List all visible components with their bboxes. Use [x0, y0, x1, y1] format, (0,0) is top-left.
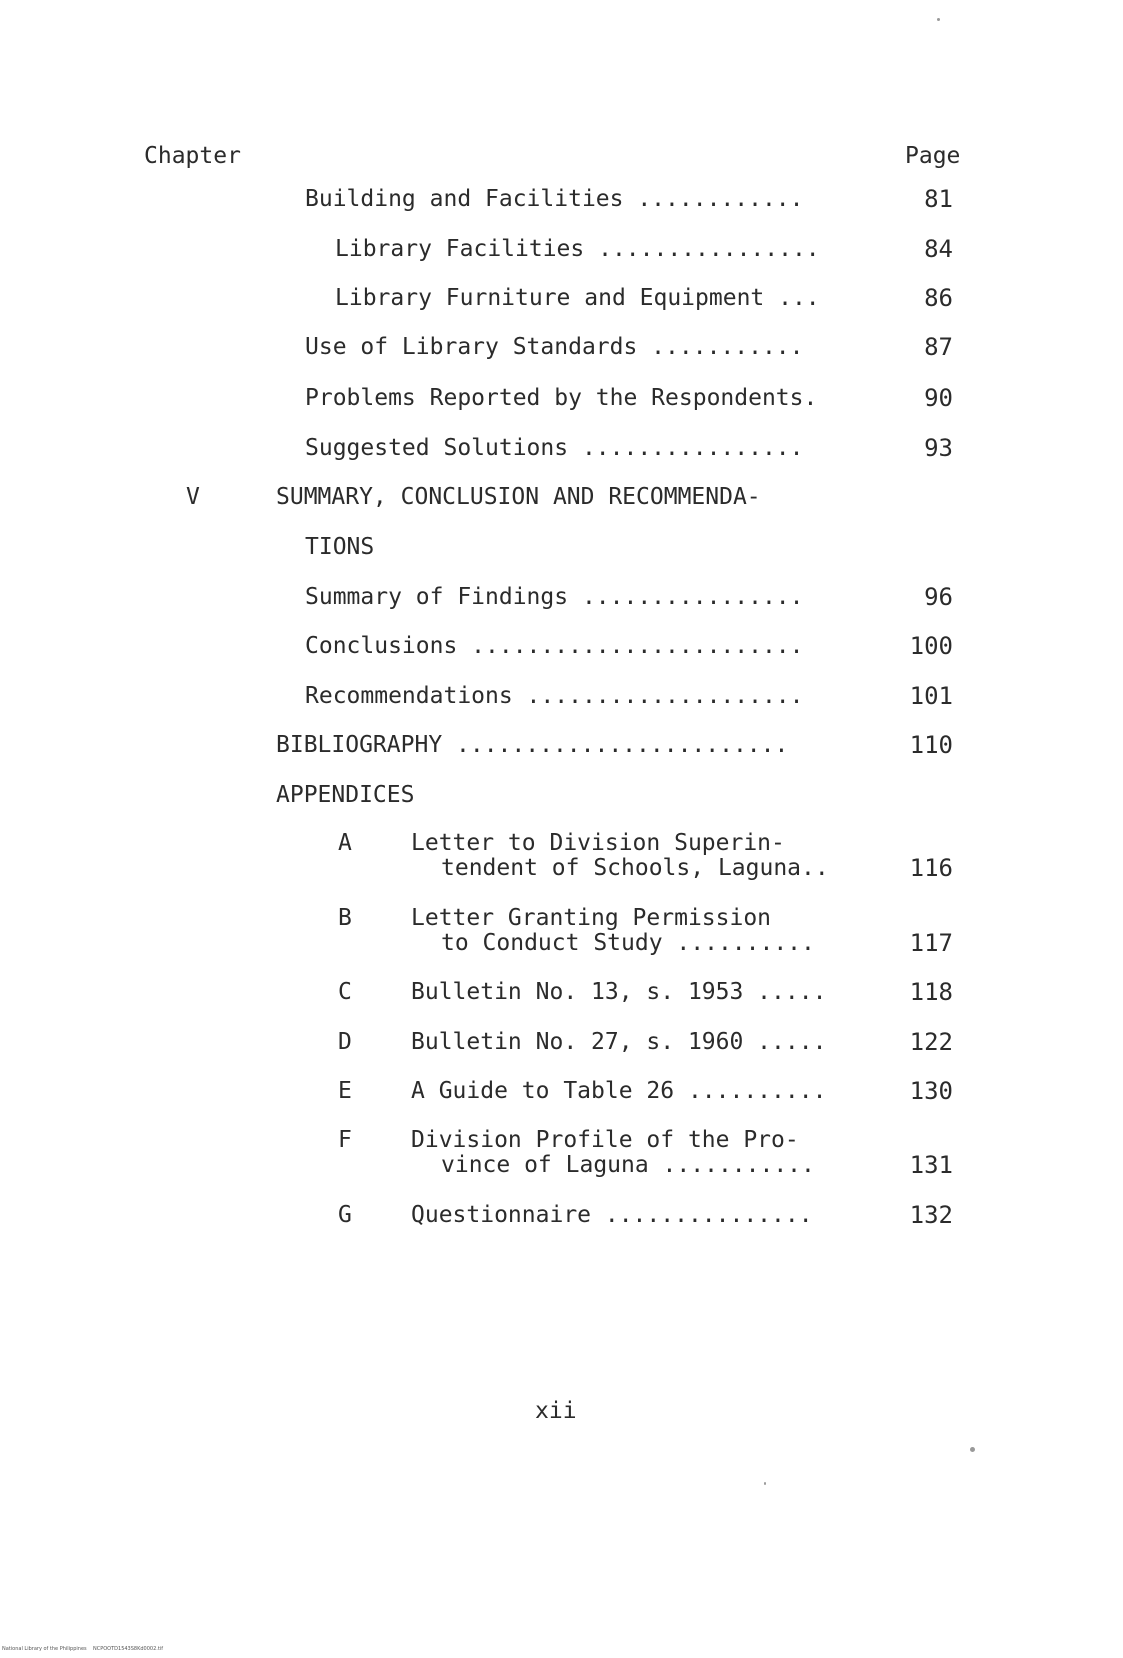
toc-entry-page: 81 — [924, 185, 953, 213]
appendix-title: Bulletin No. 13, s. 1953 ..... — [411, 979, 827, 1005]
appendix-page: 116 — [909, 854, 953, 882]
page-column-heading: Page — [905, 143, 961, 169]
appendix-letter: E — [338, 1078, 352, 1104]
toc-entry-page: 86 — [924, 284, 953, 312]
appendix-title: Bulletin No. 27, s. 1960 ..... — [411, 1029, 827, 1055]
appendix-letter: D — [338, 1029, 352, 1055]
appendix-letter: C — [338, 979, 352, 1005]
appendix-title: A Guide to Table 26 .......... — [411, 1078, 827, 1104]
toc-entry-page: 93 — [924, 434, 953, 462]
toc-entry-text: Use of Library Standards ........... — [305, 334, 804, 360]
toc-entry-text: Recommendations .................... — [305, 683, 804, 709]
toc-entry-text: Problems Reported by the Respondents. — [305, 385, 818, 411]
appendix-title-continuation: to Conduct Study .......... — [441, 930, 815, 956]
scan-speck — [970, 1447, 975, 1452]
scan-speck — [764, 1482, 766, 1485]
toc-entry-page: 101 — [909, 682, 953, 710]
appendices-heading: APPENDICES — [276, 782, 415, 808]
appendix-letter: A — [338, 830, 352, 856]
appendix-letter: F — [338, 1127, 352, 1153]
bibliography-page: 110 — [909, 731, 953, 759]
toc-entry-text: Suggested Solutions ................ — [305, 435, 804, 461]
toc-entry-text: Summary of Findings ................ — [305, 584, 804, 610]
toc-entry-text: Building and Facilities ............ — [305, 186, 804, 212]
chapter-title-continuation: TIONS — [305, 534, 375, 560]
appendix-letter: G — [338, 1202, 352, 1228]
chapter-numeral: V — [186, 484, 200, 510]
appendix-title: Questionnaire ............... — [411, 1202, 813, 1228]
appendix-page: 117 — [909, 929, 953, 957]
toc-entry-page: 87 — [924, 333, 953, 361]
chapter-title: SUMMARY, CONCLUSION AND RECOMMENDA- — [276, 484, 761, 510]
toc-entry-page: 90 — [924, 384, 953, 412]
appendix-page: 131 — [909, 1151, 953, 1179]
appendix-title: Division Profile of the Pro- — [411, 1127, 799, 1153]
appendix-title-continuation: vince of Laguna ........... — [441, 1152, 815, 1178]
appendix-title: Letter Granting Permission — [411, 905, 772, 931]
appendix-page: 122 — [909, 1028, 953, 1056]
appendix-page: 130 — [909, 1077, 953, 1105]
toc-entry-text: Library Facilities ................ — [335, 236, 820, 262]
appendix-page: 118 — [909, 978, 953, 1006]
appendix-title-continuation: tendent of Schools, Laguna.. — [441, 855, 829, 881]
toc-entry-text: Conclusions ........................ — [305, 633, 804, 659]
bibliography-entry: BIBLIOGRAPHY ........................ — [276, 732, 789, 758]
toc-entry-page: 84 — [924, 235, 953, 263]
appendix-letter: B — [338, 905, 352, 931]
appendix-title: Letter to Division Superin- — [411, 830, 785, 856]
scan-attribution: National Library of the Philippines NCPOOTD1543S8Kd0002.tif — [2, 1646, 163, 1652]
toc-entry-page: 96 — [924, 583, 953, 611]
chapter-column-heading: Chapter — [144, 143, 241, 169]
scan-speck — [937, 18, 940, 21]
page-number: xii — [535, 1398, 577, 1424]
toc-entry-text: Library Furniture and Equipment ... — [335, 285, 820, 311]
appendix-page: 132 — [909, 1201, 953, 1229]
toc-entry-page: 100 — [909, 632, 953, 660]
